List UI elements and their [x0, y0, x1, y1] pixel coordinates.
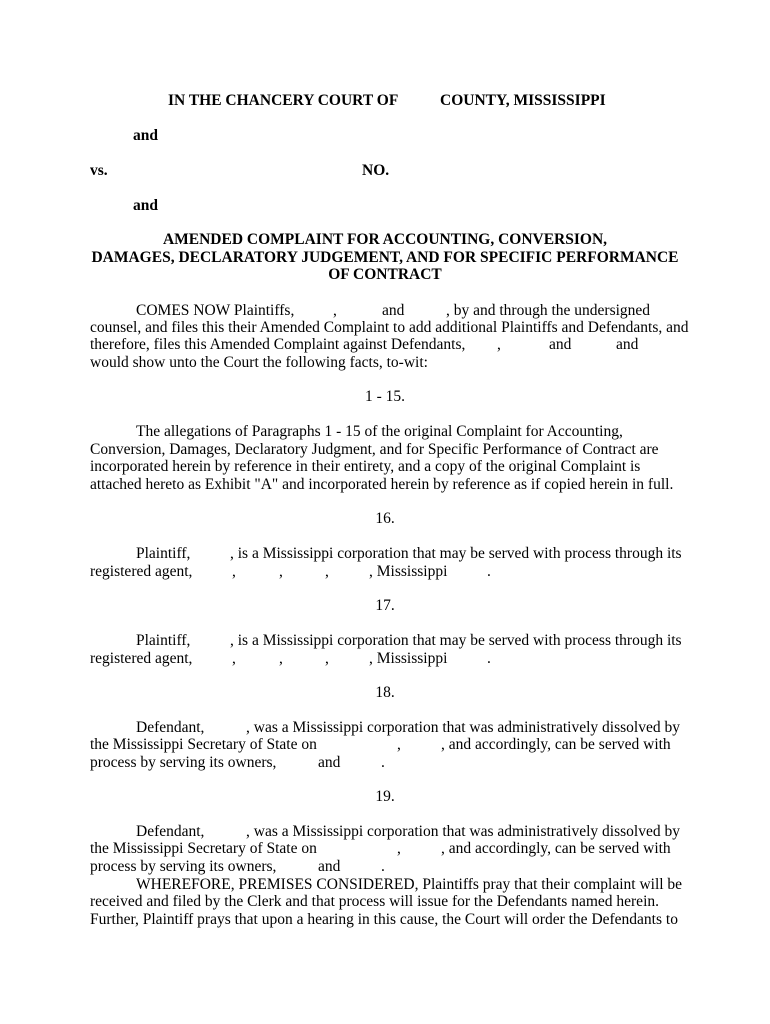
paragraph-number: 18. — [375, 684, 395, 701]
document-title: DAMAGES, DECLARATORY JUDGEMENT, AND FOR SPECIFIC PERFORMANCE — [91, 249, 679, 266]
text: received and filed by the Clerk and that process will issue for the Defendants named herein. — [90, 893, 659, 910]
paragraph-number: 19. — [375, 788, 395, 805]
text: Conversion, Damages, Declaratory Judgment, and for Specific Performance of Contract are — [90, 441, 659, 458]
county-heading: COUNTY, MISSISSIPPI — [440, 92, 606, 109]
text: COMES NOW Plaintiffs, — [136, 302, 295, 319]
caption-and: and — [133, 127, 158, 144]
text: counsel, and files this their Amended Complaint to add additional Plaintiffs and Defendants, and — [90, 319, 689, 336]
court-heading: IN THE CHANCERY COURT OF — [168, 92, 399, 109]
text: , — [232, 650, 236, 667]
text: , Mississippi — [369, 563, 448, 580]
caption-vs: vs. — [90, 162, 108, 179]
text: and — [318, 754, 341, 771]
case-number-label: NO. — [362, 162, 390, 179]
text: Plaintiff, — [136, 545, 191, 562]
text: WHEREFORE, PREMISES CONSIDERED, Plaintiffs pray that their complaint will be — [136, 876, 683, 893]
text: , is a Mississippi corporation that may be served with process through its — [230, 545, 682, 562]
text: registered agent, — [90, 650, 193, 667]
text: Further, Plaintiff prays that upon a hearing in this cause, the Court will order the Defendants to — [90, 911, 678, 928]
text: and — [318, 858, 341, 875]
text: the Mississippi Secretary of State on — [90, 736, 317, 753]
text: , was a Mississippi corporation that was administratively dissolved by — [246, 719, 680, 736]
text: , — [397, 840, 401, 857]
text: . — [487, 650, 491, 667]
text: . — [381, 858, 385, 875]
text: attached hereto as Exhibit "A" and incorporated herein by reference as if copied herein in full. — [90, 476, 674, 493]
text: , by and through the undersigned — [446, 302, 651, 319]
text: , and accordingly, can be served with — [441, 736, 671, 753]
text: , and accordingly, can be served with — [441, 840, 671, 857]
caption-and: and — [133, 197, 158, 214]
text: , was a Mississippi corporation that was administratively dissolved by — [246, 823, 680, 840]
text: , — [497, 336, 501, 353]
text: and — [382, 302, 405, 319]
text: process by serving its owners, — [90, 858, 277, 875]
text: , — [325, 650, 329, 667]
text: , — [279, 650, 283, 667]
text: , — [232, 563, 236, 580]
text: and — [549, 336, 572, 353]
text: the Mississippi Secretary of State on — [90, 840, 317, 857]
text: Defendant, — [136, 719, 205, 736]
document-title: AMENDED COMPLAINT FOR ACCOUNTING, CONVERSION, — [162, 231, 608, 248]
paragraph-number: 1 - 15. — [364, 388, 406, 405]
text: Defendant, — [136, 823, 205, 840]
text: , — [279, 563, 283, 580]
text: and — [616, 336, 639, 353]
text: , — [325, 563, 329, 580]
text: process by serving its owners, — [90, 754, 277, 771]
text: , Mississippi — [369, 650, 448, 667]
text: would show unto the Court the following facts, to-wit: — [90, 354, 428, 371]
text: The allegations of Paragraphs 1 - 15 of the original Complaint for Accounting, — [136, 423, 623, 440]
paragraph-number: 16. — [375, 510, 395, 527]
document-title: OF CONTRACT — [328, 266, 442, 283]
paragraph-number: 17. — [375, 597, 395, 614]
text: incorporated herein by reference in their entirety, and a copy of the original Complaint is — [90, 458, 641, 475]
text: . — [381, 754, 385, 771]
text: , — [397, 736, 401, 753]
text: registered agent, — [90, 563, 193, 580]
text: therefore, files this Amended Complaint against Defendants, — [90, 336, 466, 353]
text: , is a Mississippi corporation that may be served with process through its — [230, 632, 682, 649]
text: . — [487, 563, 491, 580]
text: Plaintiff, — [136, 632, 191, 649]
text: , — [333, 302, 337, 319]
